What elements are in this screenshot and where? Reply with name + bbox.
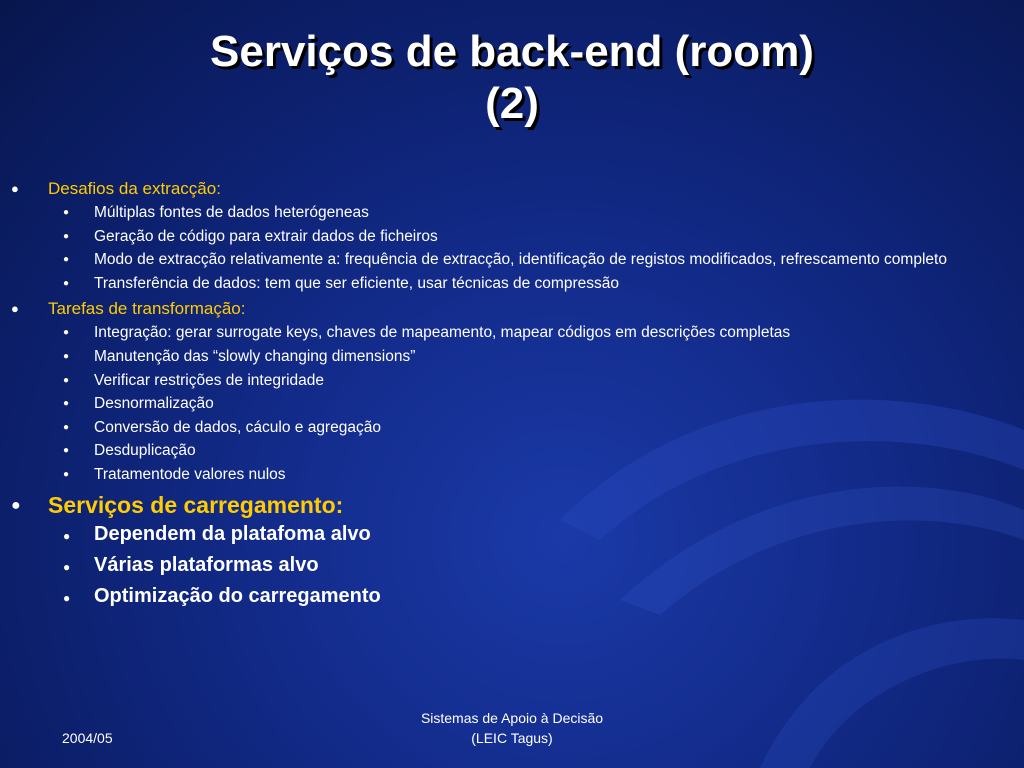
list-item: ● Modo de extracção relativamente a: frequência de extracção, identificação de registos modificados, refrescamento completo: [63, 251, 947, 269]
bullet-icon: ●: [11, 496, 21, 514]
list-item: ● Geração de código para extrair dados de ficheiros: [63, 227, 438, 245]
list-item: ● Desduplicação: [63, 442, 196, 460]
bullet-icon: ●: [63, 421, 70, 433]
bullet-icon: ●: [63, 374, 70, 386]
footer-course-line2: (LEIC Tagus): [471, 730, 553, 746]
list-item: ● Tratamentode valores nulos: [63, 465, 286, 483]
bullet-icon: ●: [63, 528, 71, 543]
bullet-icon: ●: [63, 445, 70, 457]
bullet-icon: ●: [63, 327, 70, 339]
bullet-icon: ●: [11, 301, 19, 317]
list-item: ● Integração: gerar surrogate keys, chaves de mapeamento, mapear códigos em descrições completas: [63, 324, 791, 342]
list-item: ● Múltiplas fontes de dados heterógeneas: [63, 204, 369, 221]
bullet-icon: ●: [11, 181, 19, 196]
list-item: ● Verificar restrições de integridade: [63, 371, 325, 389]
footer-course: [362, 708, 662, 748]
footer-course-line1: Sistemas de Apoio à Decisão: [420, 710, 604, 726]
bullet-icon: ●: [63, 350, 70, 362]
bullet-icon: ●: [63, 207, 70, 218]
bullet-icon: ●: [63, 398, 70, 410]
bullet-icon: ●: [63, 230, 70, 242]
slide-title-line1: Serviços de back-end (room): [210, 27, 814, 76]
section-heading-transformation: ● Tarefas de transformação:: [11, 299, 246, 319]
list-item: ● Conversão de dados, cáculo e agregação: [63, 418, 381, 436]
list-item: ● Várias plataformas alvo: [0, 553, 1000, 577]
bullet-icon: ●: [63, 468, 70, 480]
bullet-list: [0, 178, 1000, 615]
list-item: ● Transferência de dados: tem que ser eficiente, usar técnicas de compressão: [63, 274, 619, 292]
list-item: ● Optimização do carregamento: [0, 584, 1000, 608]
slide-title-line2: (2): [485, 79, 539, 128]
bullet-icon: ●: [63, 277, 70, 289]
list-item: ● Dependem da platafoma alvo: [0, 522, 1000, 546]
bullet-icon: ●: [63, 254, 70, 266]
bullet-icon: ●: [63, 590, 71, 605]
bullet-icon: ●: [63, 559, 71, 574]
section-heading-loading: ● Serviços de carregamento:: [0, 490, 1000, 520]
footer-date: 2004/05: [62, 730, 113, 746]
list-item: ● Desnormalização: [63, 395, 214, 413]
list-item: ● Manutenção das “slowly changing dimensions”: [63, 347, 416, 365]
slide-title: [0, 26, 1024, 130]
section-heading-extraction: ● Desafios da extracção:: [11, 179, 221, 198]
